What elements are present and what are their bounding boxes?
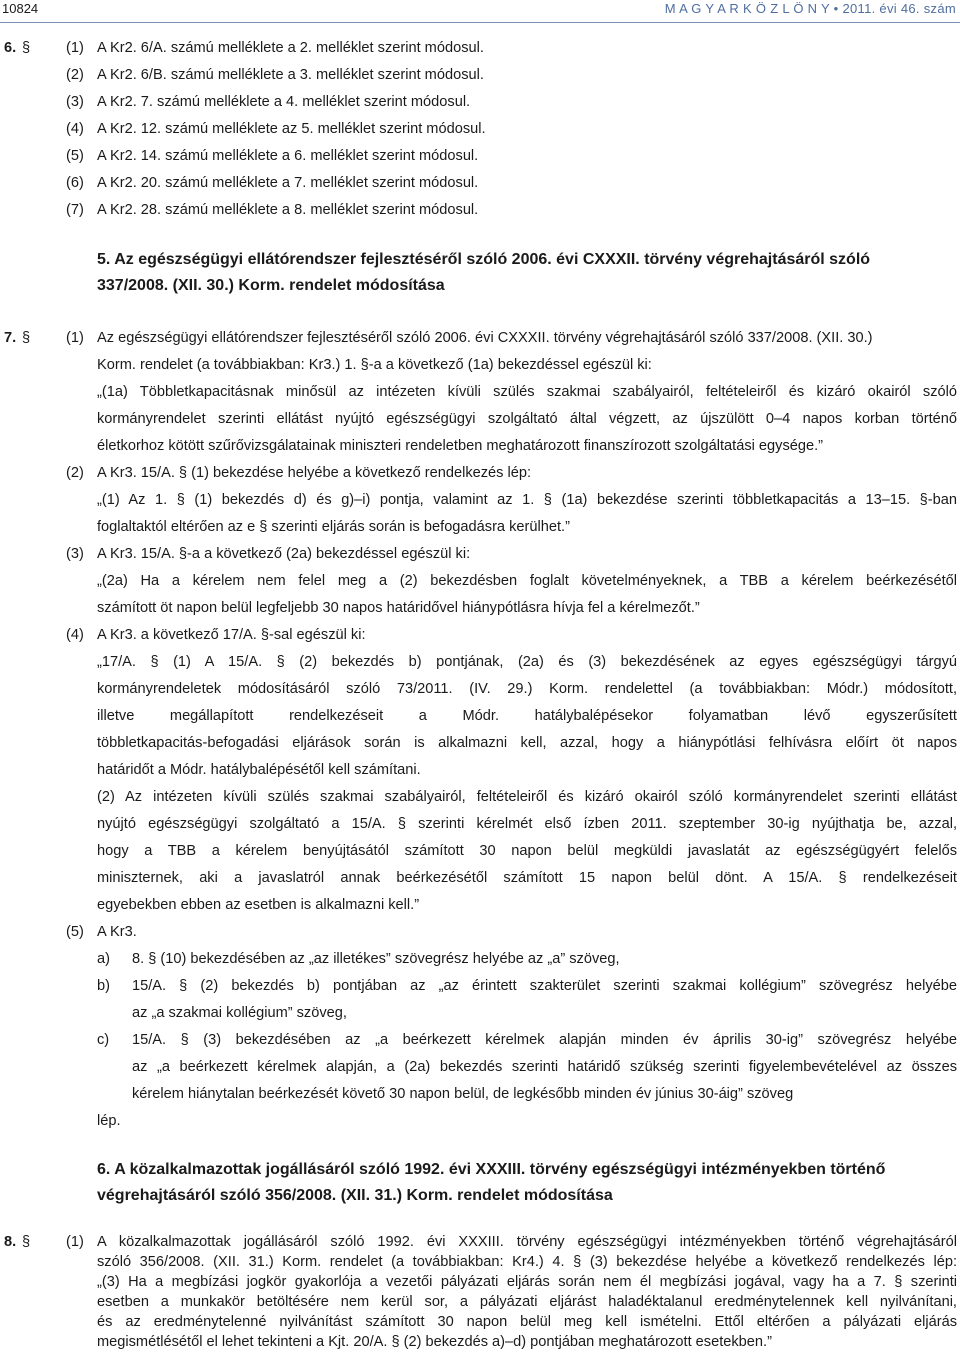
body-line: lép. xyxy=(97,1113,121,1129)
item-number: (2) xyxy=(66,465,84,481)
body-line: „(3) Ha a megbízási jogkör gyakorlója a vezetői pályázati eljárás során nem él megbízási jogával, vagy ha a 7. § szerinti xyxy=(97,1274,957,1290)
item-number: (2) xyxy=(66,67,84,83)
point-text: az „a beérkezett kérelmek alapján, a (2a) bekezdés szerinti határidő szükség szerinti figyelembevételével az összes xyxy=(132,1059,957,1075)
body-line: életkorhoz kötött szűrővizsgálatainak miniszteri rendeletben meghatározott finanszírozott szolgáltatási egysége.” xyxy=(97,438,824,454)
body-line: A Kr3. xyxy=(97,924,137,940)
section-number: 6. xyxy=(4,40,17,56)
page-number: 10824 xyxy=(2,1,39,16)
journal-title: M A G Y A R K Ö Z L Ö N Y • 2011. évi 46. szám xyxy=(664,1,956,16)
item-number: (6) xyxy=(66,175,84,191)
body-line: A Kr3. 15/A. §-a a következő (2a) bekezdéssel egészül ki: xyxy=(97,546,471,562)
point-text: 15/A. § (2) bekezdés b) pontjában az „az érintett szakterület szerinti szakmai kollégium” szövegrész helyébe xyxy=(132,978,957,994)
item-text: A Kr2. 6/A. számú melléklete a 2. melléklet szerint módosul. xyxy=(97,40,484,56)
paragraph-sign: § xyxy=(22,40,31,56)
item-number: (1) xyxy=(66,40,84,56)
body-line: többletkapacitás-befogadási eljárások során is alkalmazni kell, azzal, hogy a hiánypótlási felhívásra előírt öt napos xyxy=(97,735,957,751)
body-line: (2) Az intézeten kívüli szülés szakmai szabályairól, feltételeiről és kizáró okairól szóló kormányrendelet szerinti ellátást xyxy=(97,789,957,805)
point-text: 15/A. § (3) bekezdésében az „a beérkezett kérelmek alapján minden év április 30-ig” szövegrész helyébe xyxy=(132,1032,957,1048)
body-line: „17/A. § (1) A 15/A. § (2) bekezdés b) pontjának, (2a) és (3) bekezdésének az egyes egészségügyi tárgyú xyxy=(97,654,957,670)
page-header xyxy=(0,0,960,22)
body-line: kormányrendelet szerinti ellátást nyújtó egészségügyi szolgáltató által végzett, az újszülött 0–4 napos korban történő xyxy=(97,411,957,427)
point-label: c) xyxy=(97,1032,110,1048)
body-line: „(1a) Többletkapacitásnak minősül az intézeten kívüli szülés szakmai szabályairól, feltételeiről és kizáró okairól szóló xyxy=(97,384,957,400)
item-number: (7) xyxy=(66,202,84,218)
section-heading: 6. A közalkalmazottak jogállásáról szóló 1992. évi XXXIII. törvény egészségügyi intézményekben történő xyxy=(97,1161,886,1178)
point-label: a) xyxy=(97,951,110,967)
body-line: A Kr3. 15/A. § (1) bekezdése helyébe a következő rendelkezés lép: xyxy=(97,465,532,481)
body-line: nyújtó egészségügyi szolgáltató a 15/A. § szerinti kérelmét első ízben 2011. szeptember 30-ig nyújthatja be, azzal, xyxy=(97,816,957,832)
item-text: A Kr2. 14. számú melléklete a 6. melléklet szerint módosul. xyxy=(97,148,479,164)
item-number: (4) xyxy=(66,627,84,643)
body-line: és az eredménytelenné nyilvánítást számított 30 napon belül meg kell ismételni. Ettől eltérően a pályázati eljárás xyxy=(97,1314,957,1330)
item-text: A Kr2. 7. számú melléklete a 4. melléklet szerint módosul. xyxy=(97,94,471,110)
body-line: hogy a TBB a kérelem benyújtásától számított 30 napon belül megküldi javaslatát az egészségügyért felelős xyxy=(97,843,957,859)
item-text: A Kr2. 6/B. számú melléklete a 3. melléklet szerint módosul. xyxy=(97,67,484,83)
body-line: A Kr3. a következő 17/A. §-sal egészül ki: xyxy=(97,627,366,643)
body-line: A közalkalmazottak jogállásáról szóló 1992. évi XXXIII. törvény egészségügyi intézményekben történő végrehajtásáról xyxy=(97,1234,957,1250)
section-heading: 5. Az egészségügyi ellátórendszer fejlesztéséről szóló 2006. évi CXXXII. törvény végrehajtásáról szóló xyxy=(97,251,871,268)
body-line: határidőt a Módr. hatálybalépésétől kell számítani. xyxy=(97,762,421,778)
body-line: Az egészségügyi ellátórendszer fejlesztéséről szóló 2006. évi CXXXII. törvény végrehajtásáról szóló 337/2008. (XII. 30.) xyxy=(97,330,873,346)
body-line: foglaltaktól eltérően az e § szerinti eljárás során is befogadásra kerülhet.” xyxy=(97,519,570,535)
item-text: A Kr2. 12. számú melléklete az 5. melléklet szerint módosul. xyxy=(97,121,486,137)
body-line: „(2a) Ha a kérelem nem felel meg a (2) bekezdésben foglalt követelményeknek, a TBB a kérelem beérkezésétől xyxy=(97,573,957,589)
point-label: b) xyxy=(97,978,110,994)
item-number: (5) xyxy=(66,148,84,164)
body-line: egyebekben ebben az esetben is alkalmazni kell.” xyxy=(97,897,420,913)
item-number: (1) xyxy=(66,1234,84,1250)
item-number: (1) xyxy=(66,330,84,346)
item-text: A Kr2. 28. számú melléklete a 8. melléklet szerint módosul. xyxy=(97,202,479,218)
item-number: (3) xyxy=(66,94,84,110)
body-line: szóló 356/2008. (XII. 31.) Korm. rendelet (a továbbiakban: Kr4.) 4. § (3) bekezdése helyébe a következő rendelkezés lép: xyxy=(97,1254,957,1270)
section-heading: 337/2008. (XII. 30.) Korm. rendelet módosítása xyxy=(97,277,445,294)
point-text: az „a szakmai kollégium” szöveg, xyxy=(132,1005,347,1021)
paragraph-sign: § xyxy=(22,1234,31,1250)
paragraph-sign: § xyxy=(22,330,31,346)
header-rule xyxy=(0,22,960,23)
body-line: „(1) Az 1. § (1) bekezdés d) és g)–i) pontja, valamint az 1. § (1a) bekezdése szerinti többletkapacitás a 13–15. §-ban xyxy=(97,492,957,508)
section-number: 7. xyxy=(4,330,17,346)
item-number: (3) xyxy=(66,546,84,562)
section-number: 8. xyxy=(4,1234,17,1250)
section-heading: végrehajtásáról szóló 356/2008. (XII. 31.) Korm. rendelet módosítása xyxy=(97,1187,613,1204)
body-line: miniszternek, aki a javaslatról annak beérkezésétől számított 15 napon belül dönt. A 15/A. § rendelkezéseit xyxy=(97,870,957,886)
point-text: 8. § (10) bekezdésében az „az illetékes” szövegrész helyébe az „a” szöveg, xyxy=(132,951,620,967)
item-number: (4) xyxy=(66,121,84,137)
body-line: illetve megállapított rendelkezéseit a Módr. hatálybalépésekor folyamatban lévő egyszerűsített xyxy=(97,708,957,724)
body-line: számított öt napon belül legfeljebb 30 napos határidővel hiánypótlásra hívja fel a kérelmezőt.” xyxy=(97,600,700,616)
point-text: kérelem hiánytalan beérkezését követő 30 napon belül, de legkésőbb minden év június 30-áig” szöveg xyxy=(132,1086,794,1102)
body-line: megismétlésétől el lehet tekinteni a Kjt. 20/A. § (2) bekezdés a)–d) pontjában meghatározott esetekben.” xyxy=(97,1334,772,1350)
item-number: (5) xyxy=(66,924,84,940)
body-line: Korm. rendelet (a továbbiakban: Kr3.) 1. §-a a következő (1a) bekezdéssel egészül ki: xyxy=(97,357,652,373)
body-line: kormányrendeletek módosításáról szóló 73/2011. (IV. 29.) Korm. rendelettel (a továbbiakban: Módr.) módosított, xyxy=(97,681,957,697)
item-text: A Kr2. 20. számú melléklete a 7. melléklet szerint módosul. xyxy=(97,175,479,191)
body-line: esetben a munkakör betöltésére nem kerül sor, a pályázati eljárást haladéktalanul eredménytelennek kell nyilvánítani, xyxy=(97,1294,957,1310)
